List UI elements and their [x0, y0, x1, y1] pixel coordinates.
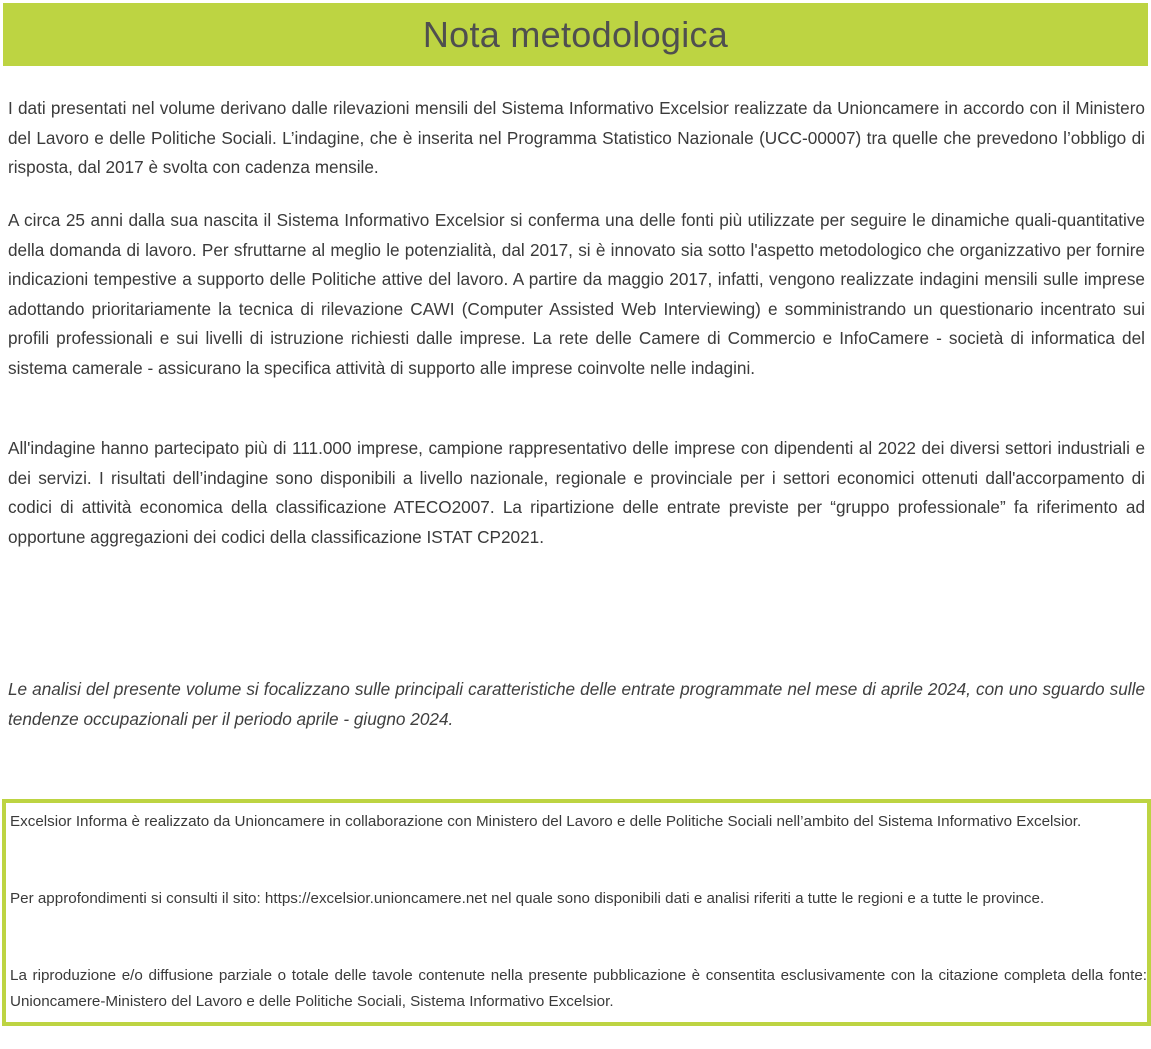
- info-website: Per approfondimenti si consulti il sito: https://excelsior.unioncamere.net nel quale sono disponibili dati e analisi riferiti a tutte le regioni e a tutte le province.: [10, 890, 1045, 907]
- info-reproduction: La riproduzione e/o diffusione parziale o totale delle tavole contenute nella presente pubblicazione è consentita esclusivamente con la citazione completa della fonte: Unioncamere-Ministero del Lavoro e delle Politiche Sociali, Sistema Informativo Excelsior.: [10, 967, 1147, 1010]
- paragraph-methodology: A circa 25 anni dalla sua nascita il Sistema Informativo Excelsior si conferma una delle fonti più utilizzate per seguire le dinamiche quali-quantitative della domanda di lavoro. Per sfruttarne al meglio le potenzialità, dal 2017, si è innovato sia sotto l'aspetto metodologico che organizzativo per fornire indicazioni tempestive a supporto delle Politiche attive del lavoro. A partire da maggio 2017, infatti, vengono realizzate indagini mensili sulle imprese adottando prioritariamente la tecnica di rilevazione CAWI (Computer Assisted Web Interviewing) e somministrando un questionario incentrato sui profili professionali e sui livelli di istruzione richiesti dalle imprese. La rete delle Camere di Commercio e InfoCamere - società di informatica del sistema camerale - assicurano la specifica attività di supporto alle imprese coinvolte nelle indagini.: [8, 210, 1145, 378]
- title-banner: [3, 3, 1148, 66]
- focus-note: Le analisi del presente volume si focalizzano sulle principali caratteristiche delle entrate programmate nel mese di aprile 2024, con uno sguardo sulle tendenze occupazionali per il periodo aprile - giugno 2024.: [8, 679, 1145, 729]
- info-credit: Excelsior Informa è realizzato da Unioncamere in collaborazione con Ministero del Lavoro e delle Politiche Sociali nell’ambito del Sistema Informativo Excelsior.: [10, 813, 1082, 830]
- info-box: [2, 799, 1151, 1026]
- page-title: Nota metodologica: [422, 13, 729, 55]
- paragraph-sample: All'indagine hanno partecipato più di 111.000 imprese, campione rappresentativo delle imprese con dipendenti al 2022 dei diversi settori industriali e dei servizi. I risultati dell’indagine sono disponibili a livello nazionale, regionale e provinciale per i settori economici ottenuti dall'accorpamento di codici di attività economica della classificazione ATECO2007. La ripartizione delle entrate previste per “gruppo professionale” fa riferimento ad opportune aggregazioni dei codici della classificazione ISTAT CP2021.: [8, 438, 1145, 547]
- paragraph-data-source: I dati presentati nel volume derivano dalle rilevazioni mensili del Sistema Informativo Excelsior realizzate da Unioncamere in accordo con il Ministero del Lavoro e delle Politiche Sociali. L’indagine, che è inserita nel Programma Statistico Nazionale (UCC-00007) tra quelle che prevedono l’obbligo di risposta, dal 2017 è svolta con cadenza mensile.: [8, 98, 1145, 177]
